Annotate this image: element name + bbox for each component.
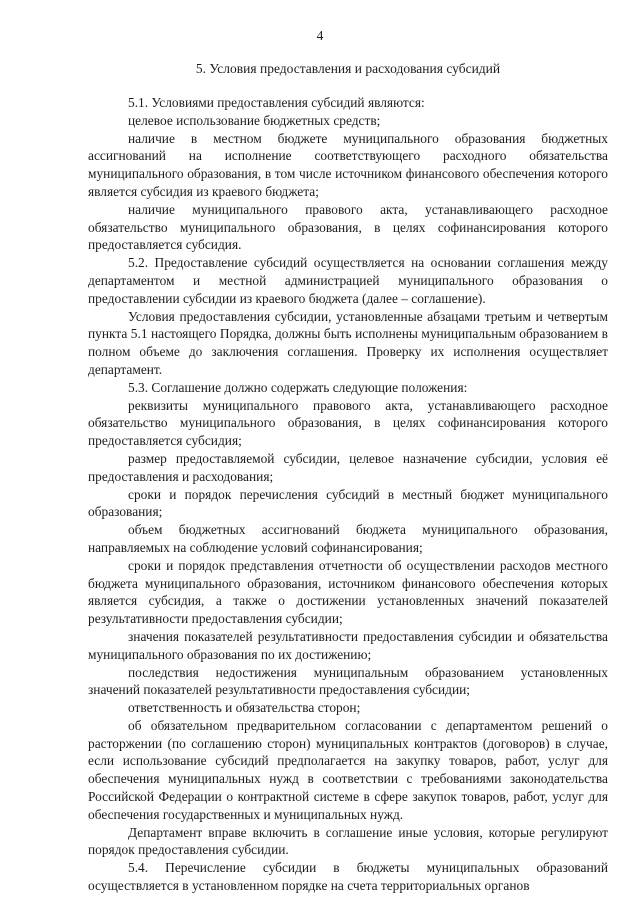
paragraph: 5.3. Соглашение должно содержать следующие положения: — [128, 379, 468, 395]
paragraph: об обязательном предварительном согласовании с департаментом решений о расторжении (по соглашению сторон) муниципальных контрактов (договоров) в случае, если использование субсидий предполагается на закупку товаров, работ, услуг для обеспечения муниципальных нужд в соответствии с требованиями законодательства Российской Федерации о контрактной системе в сфере закупок товаров, работ, услуг для обеспечения государственных и муниципальных нужд. — [88, 717, 608, 822]
paragraph: Условия предоставления субсидии, установленные абзацами третьим и четвертым пункта 5.1 настоящего Порядка, должны быть исполнены муниципальным образованием в полном объеме до заключения соглашения. Проверку их исполнения осуществляет департамент. — [88, 308, 608, 377]
section-title: 5. Условия предоставления и расходования субсидий — [195, 61, 501, 76]
page-number: 4 — [316, 28, 324, 43]
paragraph: 5.2. Предоставление субсидий осуществляется на основании соглашения между департаментом и местной администрацией муниципального образования о предоставлении субсидии из краевого бюджета (далее – соглашение). — [88, 255, 608, 306]
paragraph: реквизиты муниципального правового акта, устанавливающего расходное обязательство муниципального образования, в целях софинансирования которого предоставляется субсидия; — [88, 397, 608, 449]
paragraph: ответственность и обязательства сторон; — [128, 700, 361, 716]
paragraph: сроки и порядок представления отчетности об осуществлении расходов местного бюджета муниципального образования, источником финансового обеспечения которых является субсидия, а также о достижении установленных значений показателей результативности предоставления субсидии; — [88, 557, 608, 627]
paragraph: наличие в местном бюджете муниципального образования бюджетных ассигнований на исполнение соответствующего расходного обязательства муниципального образования, в том числе источником финансового обеспечения которого является субсидия из краевого бюджета; — [88, 130, 608, 199]
paragraph: 5.1. Условиями предоставления субсидий являются: — [128, 95, 425, 110]
paragraph: целевое использование бюджетных средств; — [128, 112, 381, 128]
paragraph: размер предоставляемой субсидии, целевое назначение субсидии, условия её предоставления и расходования; — [88, 450, 608, 484]
paragraph: Департамент вправе включить в соглашение иные условия, которые регулируют порядок предоставления субсидии. — [88, 824, 608, 858]
document-body — [88, 94, 608, 895]
paragraph: последствия недостижения муниципальным образованием установленных значений показателей результативности предоставления субсидии; — [88, 664, 608, 698]
paragraph: 5.4. Перечисление субсидии в бюджеты муниципальных образований осуществляется в установленном порядке на счета территориальных органов — [88, 860, 608, 894]
paragraph: значения показателей результативности предоставления субсидии и обязательства муниципального образования по их достижению; — [88, 628, 608, 662]
paragraph: сроки и порядок перечисления субсидий в местный бюджет муниципального образования; — [88, 486, 608, 520]
paragraph: объем бюджетных ассигнований бюджета муниципального образования, направляемых на соблюдение условий софинансирования; — [88, 522, 608, 555]
paragraph: наличие муниципального правового акта, устанавливающего расходное обязательство муниципального образования, в целях софинансирования которого предоставляется субсидия. — [88, 201, 608, 253]
